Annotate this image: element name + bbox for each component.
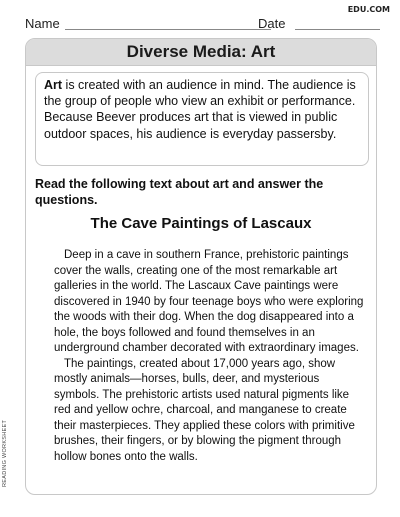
worksheet-card [25, 38, 377, 495]
intro-text: is created with an audience in mind. The audience is the group of people who view an exhibit or performance. Because Beever produces art that is viewed in public outdoor spaces, his audience is everyday passersby. [44, 78, 356, 141]
date-label: Date [258, 16, 286, 31]
intro-box [35, 72, 369, 166]
intro-term: Art [44, 78, 63, 92]
passage [54, 248, 366, 465]
passage-paragraph: Deep in a cave in southern France, prehistoric paintings cover the walls, creating one of the most remarkable art galleries in the world. The Lascaux Cave paintings were discovered in 1940 by four teenage boys who were exploring the woods with their dog. When the dog disappeared into a hole, the boys followed and found themselves in an underground chamber decorated with extraordinary images. [54, 249, 364, 354]
instructions: Read the following text about art and answer the questions. [35, 177, 324, 207]
side-label: READING WORKSHEET [2, 419, 8, 487]
passage-title: The Cave Paintings of Lascaux [90, 215, 312, 232]
worksheet-title: Diverse Media: Art [26, 39, 376, 66]
name-label: Name [25, 16, 60, 31]
name-date-row [25, 16, 380, 32]
brand-logo: EDU.COM [347, 5, 390, 14]
name-line [65, 29, 271, 30]
passage-paragraph: The paintings, created about 17,000 years ago, show mostly animals—horses, bulls, deer, and mysterious symbols. The prehistoric artists used natural pigments like red and yellow ochre, charcoal, and manganese to create their masterpieces. They applied these colors with primitive brushes, their fingers, or by blowing the pigment through hollow bones onto the walls. [54, 357, 355, 463]
date-line [295, 29, 380, 30]
